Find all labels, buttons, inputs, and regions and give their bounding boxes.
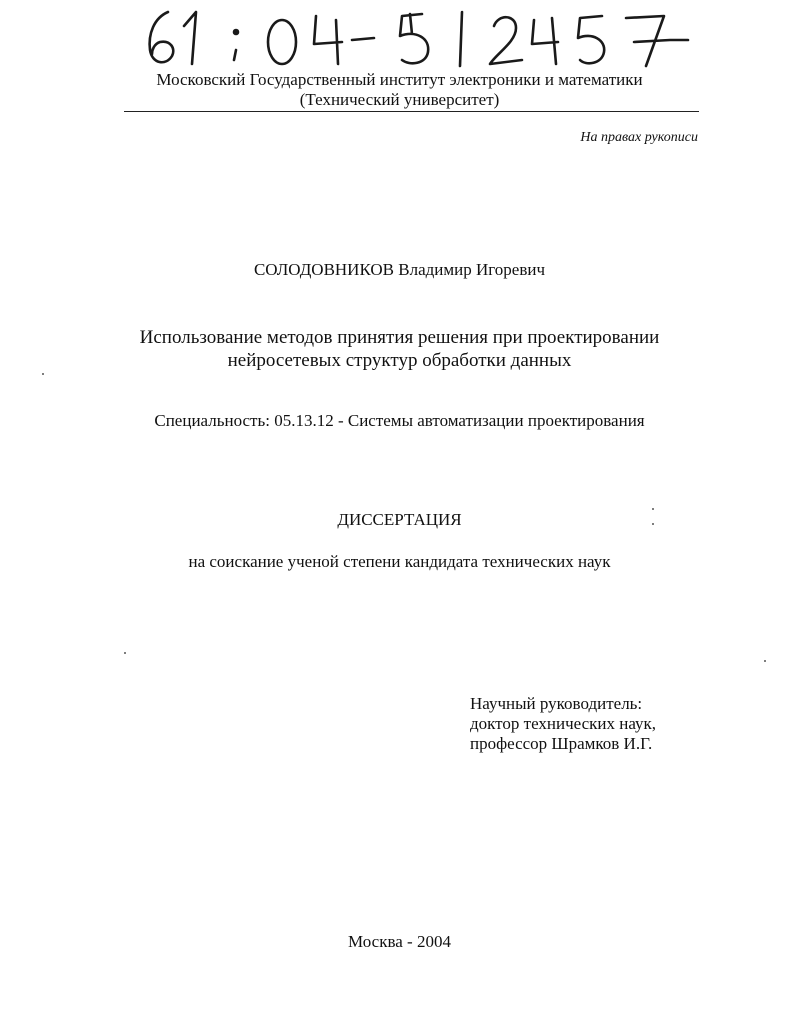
supervisor-line-2: доктор технических наук, [470,714,657,733]
supervisor-block [470,694,656,754]
scan-speck [124,652,126,654]
scan-speck [42,373,44,375]
author-name: СОЛОДОВНИКОВ Владимир Игоревич [253,260,546,279]
institute-line-2: (Технический университет) [299,90,500,109]
thesis-title-line-1: Использование методов принятия решения при проектировании [139,327,660,348]
degree-statement: на соискание ученой степени кандидата технических наук [188,552,611,571]
scan-speck [652,523,654,525]
scan-speck [764,660,766,662]
institute-line-1: Московский Государственный институт электроники и математики [156,70,643,89]
header-divider [124,111,699,112]
supervisor-line-1: Научный руководитель: [470,694,643,713]
rights-note: На правах рукописи [580,130,698,145]
document-type: ДИССЕРТАЦИЯ [337,510,462,529]
thesis-title [0,326,799,372]
institute-name [0,70,799,110]
specialty: Специальность: 05.13.12 - Системы автоматизации проектирования [154,411,645,430]
supervisor-line-3: профессор Шрамков И.Г. [470,734,653,753]
place-and-year: Москва - 2004 [348,932,451,951]
scan-speck [652,508,654,510]
handwritten-archive-code [140,4,700,70]
thesis-title-line-2: нейросетевых структур обработки данных [227,350,572,371]
